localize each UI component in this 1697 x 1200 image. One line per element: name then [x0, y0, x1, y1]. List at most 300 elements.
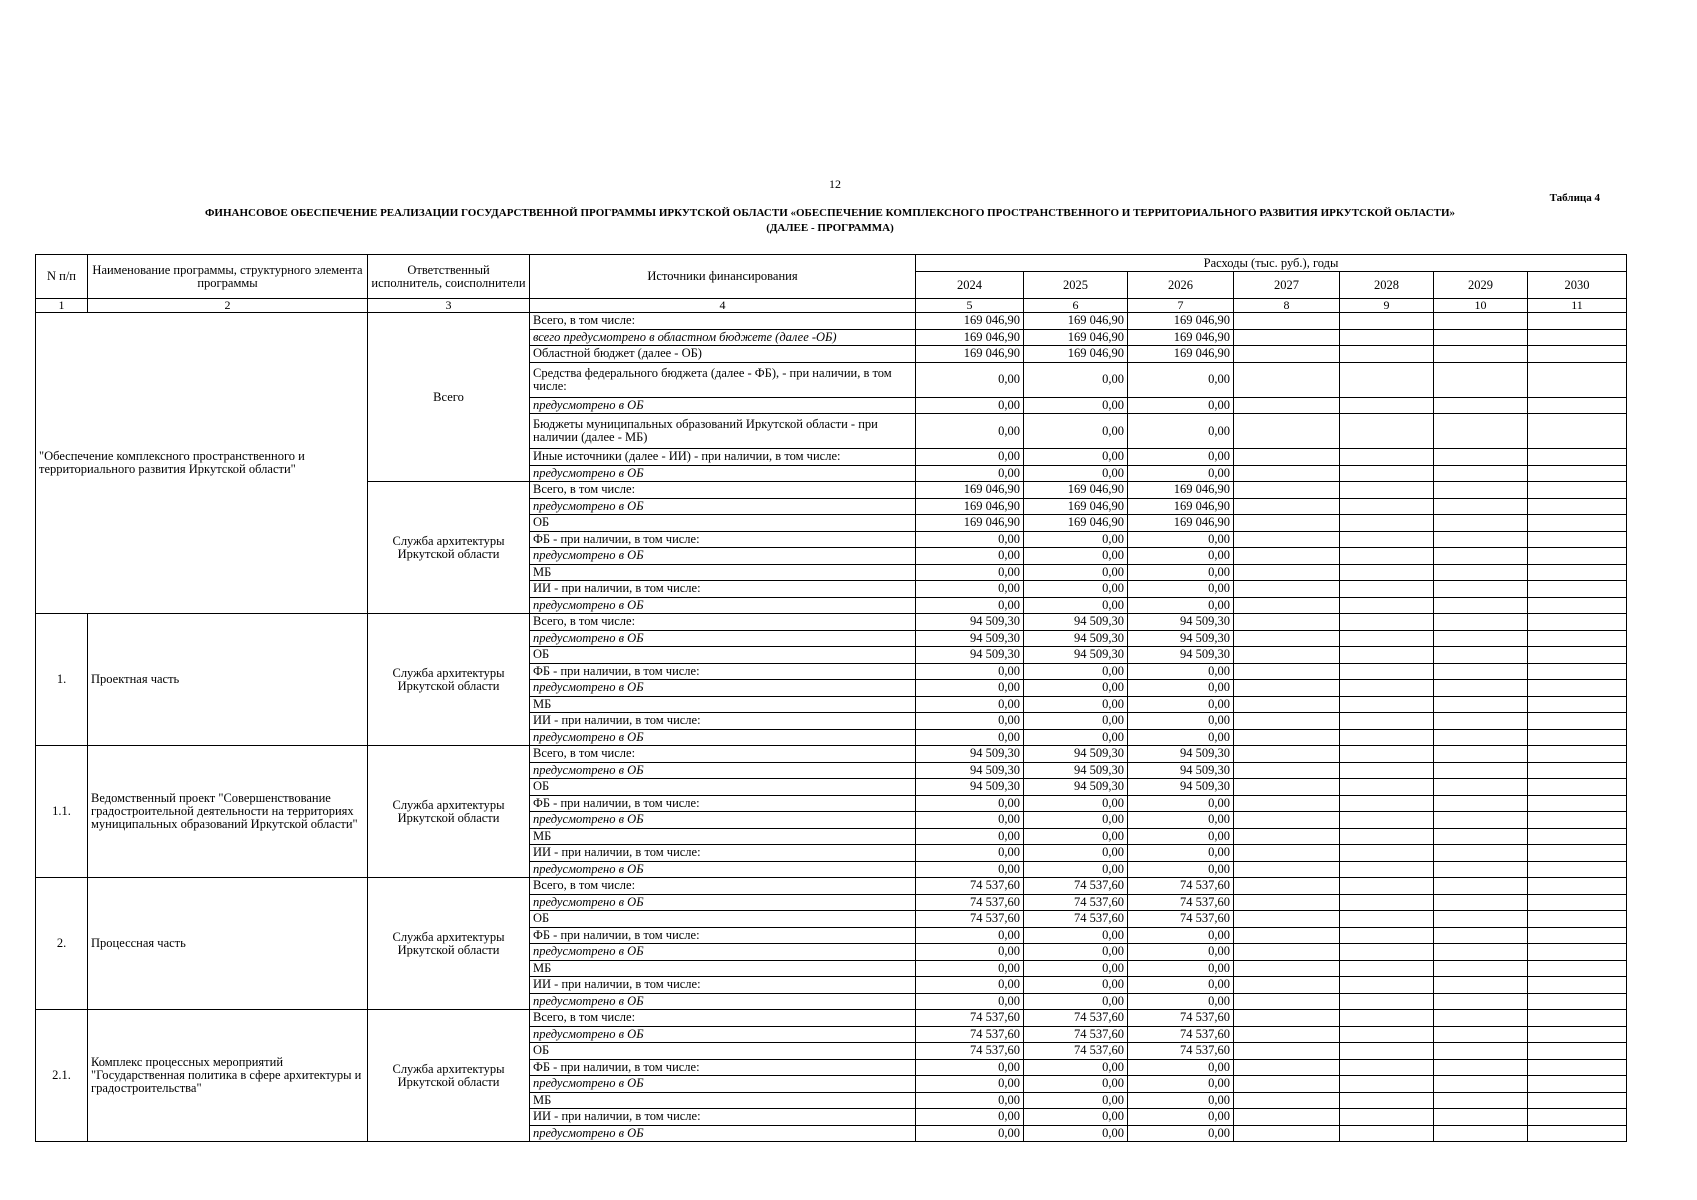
amount-cell: 74 537,60	[916, 911, 1024, 928]
column-number: 11	[1528, 299, 1627, 313]
amount-cell	[1434, 1010, 1528, 1027]
amount-cell: 0,00	[1024, 696, 1128, 713]
amount-cell	[1528, 812, 1627, 829]
amount-cell	[1434, 977, 1528, 994]
table-header	[36, 255, 1627, 313]
amount-cell	[1340, 977, 1434, 994]
amount-cell	[1528, 397, 1627, 414]
source-cell: предусмотрено в ОБ	[530, 1026, 916, 1043]
amount-cell	[1528, 663, 1627, 680]
amount-cell: 0,00	[916, 944, 1024, 961]
amount-cell: 169 046,90	[1128, 329, 1234, 346]
source-cell: МБ	[530, 828, 916, 845]
amount-cell: 0,00	[1128, 927, 1234, 944]
amount-cell: 0,00	[1024, 680, 1128, 697]
amount-cell: 74 537,60	[1128, 1010, 1234, 1027]
amount-cell: 0,00	[916, 1076, 1024, 1093]
source-cell: Всего, в том числе:	[530, 878, 916, 895]
source-cell: Средства федерального бюджета (далее - ФБ), - при наличии, в том числе:	[530, 362, 916, 397]
amount-cell: 0,00	[916, 713, 1024, 730]
amount-cell	[1234, 746, 1340, 763]
amount-cell: 0,00	[916, 1092, 1024, 1109]
source-cell: предусмотрено в ОБ	[530, 1076, 916, 1093]
amount-cell	[1340, 515, 1434, 532]
amount-cell	[1528, 449, 1627, 466]
amount-cell: 94 509,30	[1024, 630, 1128, 647]
amount-cell: 94 509,30	[916, 614, 1024, 631]
amount-cell	[1234, 861, 1340, 878]
amount-cell	[1234, 414, 1340, 449]
amount-cell: 0,00	[916, 993, 1024, 1010]
amount-cell	[1434, 313, 1528, 330]
amount-cell	[1234, 812, 1340, 829]
amount-cell: 0,00	[916, 581, 1024, 598]
amount-cell: 169 046,90	[916, 329, 1024, 346]
amount-cell: 0,00	[1128, 993, 1234, 1010]
column-number: 9	[1340, 299, 1434, 313]
amount-cell	[1234, 346, 1340, 363]
column-number: 7	[1128, 299, 1234, 313]
amount-cell	[1234, 397, 1340, 414]
amount-cell	[1234, 614, 1340, 631]
amount-cell	[1434, 861, 1528, 878]
executor-cell: Служба архитектуры Иркутской области	[368, 878, 530, 1010]
amount-cell	[1340, 564, 1434, 581]
amount-cell	[1234, 1010, 1340, 1027]
amount-cell	[1434, 482, 1528, 499]
amount-cell: 0,00	[1024, 729, 1128, 746]
source-cell: ФБ - при наличии, в том числе:	[530, 531, 916, 548]
amount-cell	[1528, 960, 1627, 977]
amount-cell: 94 509,30	[1024, 779, 1128, 796]
amount-cell: 94 509,30	[1128, 779, 1234, 796]
table-row	[36, 746, 1627, 763]
amount-cell	[1340, 927, 1434, 944]
amount-cell	[1434, 911, 1528, 928]
amount-cell: 169 046,90	[1128, 515, 1234, 532]
amount-cell: 0,00	[1128, 548, 1234, 565]
source-cell: предусмотрено в ОБ	[530, 894, 916, 911]
header-year: 2028	[1340, 272, 1434, 299]
amount-cell: 0,00	[916, 845, 1024, 862]
amount-cell	[1434, 346, 1528, 363]
amount-cell	[1234, 597, 1340, 614]
amount-cell	[1234, 894, 1340, 911]
amount-cell	[1528, 1109, 1627, 1126]
amount-cell	[1340, 531, 1434, 548]
amount-cell: 0,00	[1024, 960, 1128, 977]
source-cell: ФБ - при наличии, в том числе:	[530, 663, 916, 680]
amount-cell	[1434, 1109, 1528, 1126]
source-cell: всего предусмотрено в областном бюджете (далее -ОБ)	[530, 329, 916, 346]
amount-cell	[1340, 911, 1434, 928]
amount-cell	[1434, 414, 1528, 449]
amount-cell: 0,00	[1128, 944, 1234, 961]
amount-cell	[1434, 597, 1528, 614]
amount-cell: 0,00	[1128, 795, 1234, 812]
amount-cell	[1234, 729, 1340, 746]
amount-cell	[1340, 779, 1434, 796]
source-cell: предусмотрено в ОБ	[530, 397, 916, 414]
amount-cell: 0,00	[916, 597, 1024, 614]
executor-cell: Служба архитектуры Иркутской области	[368, 614, 530, 746]
source-cell: ИИ - при наличии, в том числе:	[530, 713, 916, 730]
amount-cell	[1340, 614, 1434, 631]
amount-cell	[1340, 713, 1434, 730]
amount-cell	[1340, 346, 1434, 363]
amount-cell: 0,00	[916, 548, 1024, 565]
amount-cell: 94 509,30	[916, 779, 1024, 796]
amount-cell	[1234, 993, 1340, 1010]
amount-cell: 0,00	[1128, 1076, 1234, 1093]
amount-cell	[1528, 581, 1627, 598]
amount-cell: 0,00	[1024, 449, 1128, 466]
source-cell: предусмотрено в ОБ	[530, 498, 916, 515]
element-name-cell: Процессная часть	[88, 878, 368, 1010]
amount-cell: 0,00	[916, 1109, 1024, 1126]
amount-cell	[1340, 828, 1434, 845]
amount-cell	[1234, 531, 1340, 548]
amount-cell: 94 509,30	[916, 630, 1024, 647]
amount-cell: 0,00	[1128, 597, 1234, 614]
item-number-cell: 1.	[36, 614, 88, 746]
amount-cell	[1234, 878, 1340, 895]
amount-cell: 94 509,30	[916, 762, 1024, 779]
amount-cell	[1434, 960, 1528, 977]
amount-cell: 0,00	[1128, 414, 1234, 449]
amount-cell: 0,00	[916, 1059, 1024, 1076]
amount-cell: 0,00	[916, 977, 1024, 994]
amount-cell: 0,00	[1024, 531, 1128, 548]
header-year: 2029	[1434, 272, 1528, 299]
amount-cell	[1234, 762, 1340, 779]
amount-cell: 169 046,90	[1024, 515, 1128, 532]
amount-cell: 0,00	[1024, 828, 1128, 845]
amount-cell	[1340, 1092, 1434, 1109]
amount-cell: 74 537,60	[916, 1026, 1024, 1043]
amount-cell: 74 537,60	[916, 894, 1024, 911]
source-cell: ОБ	[530, 779, 916, 796]
column-number: 3	[368, 299, 530, 313]
amount-cell: 0,00	[1024, 465, 1128, 482]
amount-cell	[1340, 581, 1434, 598]
amount-cell	[1234, 680, 1340, 697]
amount-cell: 0,00	[1128, 977, 1234, 994]
source-cell: предусмотрено в ОБ	[530, 762, 916, 779]
amount-cell	[1340, 548, 1434, 565]
amount-cell	[1340, 861, 1434, 878]
amount-cell	[1434, 397, 1528, 414]
header-expenses: Расходы (тыс. руб.), годы	[916, 255, 1627, 272]
item-number-cell: 2.1.	[36, 1010, 88, 1142]
source-cell: предусмотрено в ОБ	[530, 597, 916, 614]
amount-cell: 74 537,60	[1128, 894, 1234, 911]
amount-cell: 94 509,30	[1128, 746, 1234, 763]
amount-cell	[1234, 713, 1340, 730]
amount-cell	[1234, 630, 1340, 647]
amount-cell	[1234, 1076, 1340, 1093]
amount-cell: 0,00	[1024, 713, 1128, 730]
amount-cell	[1234, 779, 1340, 796]
amount-cell	[1340, 960, 1434, 977]
amount-cell	[1340, 1125, 1434, 1142]
amount-cell: 0,00	[1024, 944, 1128, 961]
amount-cell: 0,00	[1128, 1092, 1234, 1109]
amount-cell	[1528, 465, 1627, 482]
amount-cell	[1528, 795, 1627, 812]
amount-cell	[1528, 911, 1627, 928]
amount-cell	[1528, 1026, 1627, 1043]
amount-cell	[1340, 729, 1434, 746]
amount-cell: 74 537,60	[1128, 1043, 1234, 1060]
amount-cell	[1528, 927, 1627, 944]
amount-cell: 0,00	[1024, 812, 1128, 829]
source-cell: ИИ - при наличии, в том числе:	[530, 845, 916, 862]
amount-cell: 0,00	[916, 397, 1024, 414]
amount-cell: 0,00	[1128, 531, 1234, 548]
amount-cell: 0,00	[1128, 465, 1234, 482]
amount-cell	[1340, 1026, 1434, 1043]
amount-cell	[1434, 1043, 1528, 1060]
table-label: Таблица 4	[1549, 192, 1600, 204]
amount-cell	[1528, 1010, 1627, 1027]
amount-cell: 74 537,60	[916, 1010, 1024, 1027]
amount-cell: 169 046,90	[1128, 346, 1234, 363]
amount-cell	[1340, 1076, 1434, 1093]
amount-cell	[1528, 762, 1627, 779]
amount-cell	[1340, 1109, 1434, 1126]
amount-cell	[1528, 362, 1627, 397]
column-number: 6	[1024, 299, 1128, 313]
column-number: 8	[1234, 299, 1340, 313]
amount-cell	[1434, 498, 1528, 515]
amount-cell: 0,00	[916, 729, 1024, 746]
amount-cell	[1340, 894, 1434, 911]
source-cell: предусмотрено в ОБ	[530, 729, 916, 746]
source-cell: МБ	[530, 564, 916, 581]
amount-cell	[1434, 647, 1528, 664]
amount-cell	[1234, 647, 1340, 664]
amount-cell: 74 537,60	[1128, 878, 1234, 895]
amount-cell	[1234, 977, 1340, 994]
amount-cell	[1528, 329, 1627, 346]
amount-cell: 0,00	[1024, 845, 1128, 862]
amount-cell	[1234, 828, 1340, 845]
amount-cell: 0,00	[1024, 397, 1128, 414]
amount-cell	[1528, 647, 1627, 664]
amount-cell: 169 046,90	[1128, 498, 1234, 515]
amount-cell: 74 537,60	[1024, 1026, 1128, 1043]
source-cell: предусмотрено в ОБ	[530, 993, 916, 1010]
amount-cell	[1434, 1125, 1528, 1142]
amount-cell	[1340, 696, 1434, 713]
source-cell: предусмотрено в ОБ	[530, 680, 916, 697]
amount-cell: 0,00	[1128, 828, 1234, 845]
amount-cell	[1528, 861, 1627, 878]
amount-cell	[1434, 762, 1528, 779]
amount-cell	[1234, 362, 1340, 397]
amount-cell: 169 046,90	[1024, 346, 1128, 363]
source-cell: Бюджеты муниципальных образований Иркутской области - при наличии (далее - МБ)	[530, 414, 916, 449]
table-row	[36, 1010, 1627, 1027]
amount-cell	[1528, 944, 1627, 961]
source-cell: МБ	[530, 1092, 916, 1109]
amount-cell	[1340, 397, 1434, 414]
amount-cell: 0,00	[1128, 449, 1234, 466]
amount-cell: 0,00	[1024, 1125, 1128, 1142]
amount-cell	[1528, 482, 1627, 499]
source-cell: предусмотрено в ОБ	[530, 465, 916, 482]
source-cell: ИИ - при наличии, в том числе:	[530, 977, 916, 994]
executor-cell: Всего	[368, 313, 530, 482]
amount-cell	[1340, 680, 1434, 697]
amount-cell	[1340, 812, 1434, 829]
amount-cell: 169 046,90	[916, 482, 1024, 499]
amount-cell	[1528, 531, 1627, 548]
source-cell: предусмотрено в ОБ	[530, 944, 916, 961]
amount-cell	[1528, 779, 1627, 796]
amount-cell: 74 537,60	[1024, 1010, 1128, 1027]
amount-cell	[1340, 597, 1434, 614]
amount-cell	[1528, 828, 1627, 845]
amount-cell: 169 046,90	[1128, 482, 1234, 499]
amount-cell	[1528, 597, 1627, 614]
table-row	[36, 614, 1627, 631]
amount-cell: 0,00	[1128, 663, 1234, 680]
amount-cell	[1434, 531, 1528, 548]
source-cell: ФБ - при наличии, в том числе:	[530, 1059, 916, 1076]
amount-cell	[1434, 828, 1528, 845]
amount-cell: 169 046,90	[1024, 329, 1128, 346]
item-number-cell: 2.	[36, 878, 88, 1010]
source-cell: ОБ	[530, 911, 916, 928]
amount-cell	[1434, 927, 1528, 944]
amount-cell: 74 537,60	[916, 1043, 1024, 1060]
amount-cell	[1234, 581, 1340, 598]
amount-cell	[1234, 663, 1340, 680]
amount-cell: 0,00	[1024, 581, 1128, 598]
source-cell: предусмотрено в ОБ	[530, 812, 916, 829]
amount-cell: 94 509,30	[916, 746, 1024, 763]
amount-cell: 0,00	[1128, 845, 1234, 862]
source-cell: Всего, в том числе:	[530, 614, 916, 631]
amount-cell: 0,00	[1024, 927, 1128, 944]
element-name-cell: Проектная часть	[88, 614, 368, 746]
source-cell: МБ	[530, 696, 916, 713]
amount-cell	[1340, 746, 1434, 763]
amount-cell	[1434, 581, 1528, 598]
amount-cell	[1340, 1059, 1434, 1076]
amount-cell: 0,00	[1024, 414, 1128, 449]
amount-cell	[1434, 548, 1528, 565]
amount-cell	[1234, 845, 1340, 862]
amount-cell	[1340, 362, 1434, 397]
amount-cell	[1340, 795, 1434, 812]
amount-cell	[1340, 329, 1434, 346]
amount-cell: 0,00	[1128, 729, 1234, 746]
amount-cell: 169 046,90	[916, 515, 1024, 532]
amount-cell: 0,00	[1024, 564, 1128, 581]
amount-cell	[1528, 1043, 1627, 1060]
amount-cell: 94 509,30	[1024, 762, 1128, 779]
header-year: 2030	[1528, 272, 1627, 299]
amount-cell: 94 509,30	[1128, 647, 1234, 664]
amount-cell	[1234, 911, 1340, 928]
amount-cell	[1528, 630, 1627, 647]
source-cell: предусмотрено в ОБ	[530, 1125, 916, 1142]
amount-cell: 0,00	[916, 414, 1024, 449]
amount-cell: 0,00	[1024, 1092, 1128, 1109]
amount-cell	[1434, 795, 1528, 812]
title-line-2: (ДАЛЕЕ - ПРОГРАММА)	[766, 222, 894, 234]
amount-cell: 0,00	[1128, 960, 1234, 977]
header-year: 2026	[1128, 272, 1234, 299]
amount-cell	[1340, 845, 1434, 862]
amount-cell	[1234, 1092, 1340, 1109]
amount-cell: 0,00	[1128, 1059, 1234, 1076]
amount-cell: 169 046,90	[1024, 498, 1128, 515]
amount-cell: 94 509,30	[1128, 614, 1234, 631]
amount-cell	[1528, 746, 1627, 763]
amount-cell	[1528, 1125, 1627, 1142]
amount-cell	[1234, 696, 1340, 713]
amount-cell	[1434, 729, 1528, 746]
amount-cell: 169 046,90	[1024, 313, 1128, 330]
amount-cell	[1234, 1059, 1340, 1076]
source-cell: ОБ	[530, 1043, 916, 1060]
amount-cell: 94 509,30	[1128, 762, 1234, 779]
amount-cell	[1234, 1026, 1340, 1043]
amount-cell: 74 537,60	[1024, 894, 1128, 911]
amount-cell	[1234, 960, 1340, 977]
amount-cell	[1234, 465, 1340, 482]
amount-cell: 0,00	[1024, 597, 1128, 614]
source-cell: ФБ - при наличии, в том числе:	[530, 927, 916, 944]
amount-cell	[1528, 414, 1627, 449]
document-title	[170, 206, 1490, 236]
amount-cell: 74 537,60	[1024, 911, 1128, 928]
executor-cell: Служба архитектуры Иркутской области	[368, 1010, 530, 1142]
amount-cell	[1528, 977, 1627, 994]
amount-cell	[1340, 482, 1434, 499]
amount-cell	[1340, 1010, 1434, 1027]
amount-cell	[1340, 313, 1434, 330]
amount-cell	[1434, 993, 1528, 1010]
source-cell: ОБ	[530, 515, 916, 532]
amount-cell	[1340, 762, 1434, 779]
amount-cell	[1528, 878, 1627, 895]
amount-cell	[1340, 630, 1434, 647]
amount-cell	[1434, 1092, 1528, 1109]
amount-cell: 0,00	[916, 960, 1024, 977]
amount-cell: 0,00	[1024, 1076, 1128, 1093]
amount-cell	[1528, 313, 1627, 330]
amount-cell	[1434, 680, 1528, 697]
amount-cell	[1234, 1109, 1340, 1126]
amount-cell	[1434, 564, 1528, 581]
amount-cell: 0,00	[1128, 581, 1234, 598]
header-year: 2024	[916, 272, 1024, 299]
amount-cell	[1234, 1043, 1340, 1060]
executor-cell: Служба архитектуры Иркутской области	[368, 746, 530, 878]
amount-cell: 0,00	[1128, 861, 1234, 878]
amount-cell: 0,00	[1024, 362, 1128, 397]
amount-cell	[1528, 845, 1627, 862]
amount-cell	[1434, 1076, 1528, 1093]
amount-cell: 0,00	[1024, 1059, 1128, 1076]
amount-cell: 94 509,30	[1024, 614, 1128, 631]
source-cell: ФБ - при наличии, в том числе:	[530, 795, 916, 812]
